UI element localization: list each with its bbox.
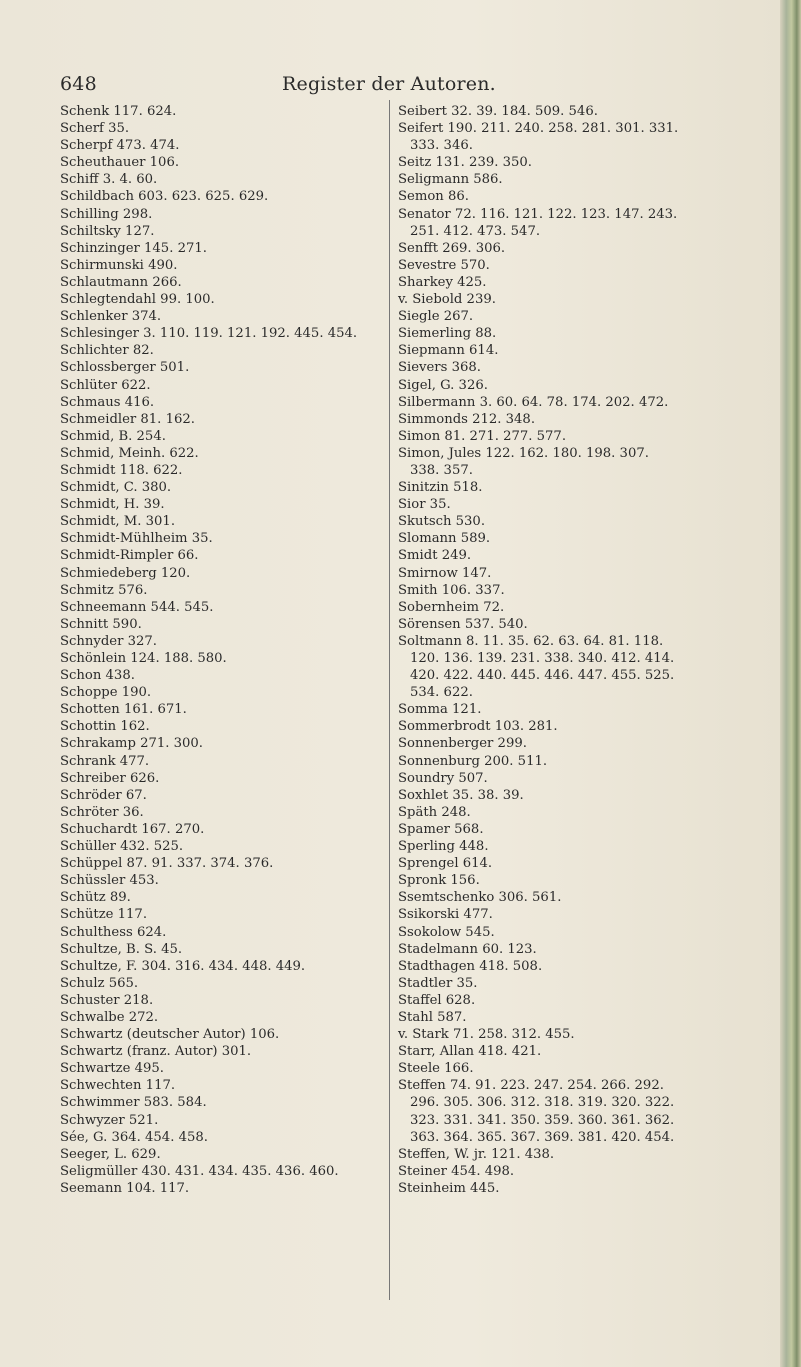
index-entry-line: Schilling 298.	[60, 206, 153, 222]
index-entry-line: Smith 106. 337.	[398, 582, 505, 598]
index-entry-line: Sperling 448.	[398, 839, 489, 855]
index-entry	[60, 599, 390, 616]
index-entry	[60, 633, 390, 650]
index-entry-line: Sommerbrodt 103. 281.	[398, 719, 558, 735]
index-entry-line: Somma 121.	[398, 702, 482, 718]
index-entry-line: Sior 35.	[398, 497, 451, 513]
index-entry	[398, 206, 768, 240]
index-entry	[398, 924, 768, 941]
index-entry-line: Scherf 35.	[60, 121, 130, 137]
index-entry-line: Schmidt 118. 622.	[60, 462, 183, 478]
index-entry	[398, 257, 768, 274]
index-entry-line: Schlüter 622.	[60, 377, 151, 393]
index-entry-line: v. Stark 71. 258. 312. 455.	[398, 1027, 575, 1043]
index-entry	[60, 753, 390, 770]
index-entry	[398, 787, 768, 804]
index-entry	[60, 565, 390, 582]
index-entry-line: Schlossberger 501.	[60, 360, 190, 376]
index-entry	[398, 411, 768, 428]
page-edge	[780, 0, 801, 1367]
index-entry	[398, 154, 768, 171]
index-entry	[398, 804, 768, 821]
index-entry-line: Schiff 3. 4. 60.	[60, 172, 158, 188]
index-entry-line: Schiltsky 127.	[60, 223, 155, 239]
index-entry	[398, 838, 768, 855]
index-entry-line: Seligmann 586.	[398, 172, 503, 188]
index-entry-line: Schottin 162.	[60, 719, 150, 735]
index-entry-line: Slomann 589.	[398, 531, 491, 547]
index-entry	[60, 325, 390, 342]
index-entry-line: Schlenker 374.	[60, 309, 162, 325]
index-entry-line: Schneemann 544. 545.	[60, 599, 214, 615]
index-entry-line: Semon 86.	[398, 189, 469, 205]
index-entry-line: Schrakamp 271. 300.	[60, 736, 203, 752]
index-entry-line: Schreiber 626.	[60, 770, 160, 786]
index-entry	[60, 616, 390, 633]
index-entry	[398, 616, 768, 633]
index-entry	[398, 1163, 768, 1180]
index-entry	[398, 479, 768, 496]
index-entry	[398, 274, 768, 291]
index-entry	[60, 1026, 390, 1043]
index-entry-line: Sörensen 537. 540.	[398, 616, 528, 632]
index-entry-line: Steiner 454. 498.	[398, 1163, 515, 1179]
index-entry-line: Soxhlet 35. 38. 39.	[398, 787, 524, 803]
index-entry	[60, 1060, 390, 1077]
page-number: 648	[60, 73, 97, 95]
index-entry	[398, 342, 768, 359]
index-entry-line: Seemann 104. 117.	[60, 1180, 190, 1196]
index-entry-line: Silbermann 3. 60. 64. 78. 174. 202. 472.	[398, 394, 669, 410]
index-entry-line: Späth 248.	[398, 804, 471, 820]
index-entry-line: Sonnenburg 200. 511.	[398, 753, 548, 769]
index-entry	[398, 718, 768, 735]
index-entry-continuation: 338. 357.	[410, 462, 473, 478]
index-entry-line: Senfft 269. 306.	[398, 240, 506, 256]
index-entry	[398, 992, 768, 1009]
index-entry-line: Schmid, Meinh. 622.	[60, 445, 199, 461]
index-entry-line: Smirnow 147.	[398, 565, 492, 581]
index-entry	[398, 394, 768, 411]
index-entry-line: Sievers 368.	[398, 360, 481, 376]
index-entry-line: Schmidt, M. 301.	[60, 514, 176, 530]
index-entry-line: Schmaus 416.	[60, 394, 155, 410]
index-entry-line: Stadthagen 418. 508.	[398, 958, 543, 974]
index-entry	[60, 667, 390, 684]
index-entry	[60, 735, 390, 752]
index-entry	[60, 359, 390, 376]
index-entry-line: Schwartz (franz. Autor) 301.	[60, 1044, 252, 1060]
index-entry-line: Seifert 190. 211. 240. 258. 281. 301. 331.	[398, 121, 679, 137]
index-entry	[60, 718, 390, 735]
index-entry	[398, 377, 768, 394]
index-entry-line: Schildbach 603. 623. 625. 629.	[60, 189, 269, 205]
index-entry	[60, 992, 390, 1009]
index-entry-line: Schmid, B. 254.	[60, 428, 166, 444]
page-header	[60, 73, 760, 97]
index-entry-line: Schlegtendahl 99. 100.	[60, 292, 215, 308]
index-entry-line: Seitz 131. 239. 350.	[398, 155, 532, 171]
index-entry	[398, 1146, 768, 1163]
index-entry-line: Steinheim 445.	[398, 1180, 500, 1196]
index-entry	[398, 1009, 768, 1026]
index-entry	[60, 787, 390, 804]
index-entry	[398, 1043, 768, 1060]
index-entry-line: Schuster 218.	[60, 992, 154, 1008]
index-entry-line: Schlautmann 266.	[60, 274, 182, 290]
index-entry	[398, 547, 768, 564]
index-entry	[60, 1146, 390, 1163]
index-entry-line: Sharkey 425.	[398, 274, 487, 290]
index-entry	[398, 308, 768, 325]
index-entry	[60, 872, 390, 889]
index-entry-line: Siepmann 614.	[398, 343, 499, 359]
index-entry	[60, 274, 390, 291]
index-entry	[60, 342, 390, 359]
index-entry	[398, 1077, 768, 1145]
index-entry-line: Senator 72. 116. 121. 122. 123. 147. 243.	[398, 206, 678, 222]
index-entry-line: Steffen 74. 91. 223. 247. 254. 266. 292.	[398, 1078, 664, 1094]
index-entry-line: Simon 81. 271. 277. 577.	[398, 428, 567, 444]
index-entry-line: Schmidt, C. 380.	[60, 480, 172, 496]
index-entry	[398, 171, 768, 188]
index-entry	[398, 889, 768, 906]
index-entry-line: Sobernheim 72.	[398, 599, 505, 615]
index-entry-line: Schrank 477.	[60, 753, 150, 769]
index-entry-line: Schüppel 87. 91. 337. 374. 376.	[60, 856, 274, 872]
index-entry-continuation: 333. 346.	[410, 138, 473, 154]
index-entry	[60, 188, 390, 205]
index-entry	[60, 855, 390, 872]
index-entry	[398, 599, 768, 616]
index-entry-line: Schmidt-Mühlheim 35.	[60, 531, 213, 547]
index-entry	[60, 821, 390, 838]
index-entry	[398, 513, 768, 530]
index-entry-line: Spronk 156.	[398, 873, 480, 889]
index-entry-line: Steele 166.	[398, 1061, 474, 1077]
index-entry-line: Ssikorski 477.	[398, 907, 493, 923]
index-entry-continuation: 420. 422. 440. 445. 446. 447. 455. 525.	[410, 668, 675, 684]
index-entry	[60, 804, 390, 821]
index-entry-line: Spamer 568.	[398, 821, 484, 837]
index-entry	[60, 701, 390, 718]
index-entry	[398, 103, 768, 120]
index-entry-line: Ssemtschenko 306. 561.	[398, 890, 562, 906]
index-entry-line: Schüssler 453.	[60, 873, 159, 889]
index-entry-line: Seligmüller 430. 431. 434. 435. 436. 460.	[60, 1163, 339, 1179]
index-entry-line: Stahl 587.	[398, 1009, 467, 1025]
index-entry-line: Schmeidler 81. 162.	[60, 411, 195, 427]
index-entry-line: Smidt 249.	[398, 548, 472, 564]
index-entry	[60, 1043, 390, 1060]
index-entry	[60, 582, 390, 599]
index-entry	[398, 906, 768, 923]
index-entry	[398, 701, 768, 718]
index-entry-line: Schlesinger 3. 110. 119. 121. 192. 445. 454.	[60, 326, 358, 342]
index-entry-line: Schmitz 576.	[60, 582, 148, 598]
index-entry-line: Skutsch 530.	[398, 514, 486, 530]
index-entry-line: Schwalbe 272.	[60, 1009, 159, 1025]
index-entry-line: Schütz 89.	[60, 890, 131, 906]
index-entry-line: Schotten 161. 671.	[60, 702, 187, 718]
index-entry	[398, 120, 768, 154]
index-entry-line: Soltmann 8. 11. 35. 62. 63. 64. 81. 118.	[398, 633, 664, 649]
index-entry	[60, 154, 390, 171]
index-entry	[398, 821, 768, 838]
index-entry	[398, 735, 768, 752]
index-entry-line: Schultze, F. 304. 316. 434. 448. 449.	[60, 958, 306, 974]
index-entry	[398, 445, 768, 479]
index-entry-line: Sigel, G. 326.	[398, 377, 488, 393]
index-entry-line: Schmiedeberg 120.	[60, 565, 191, 581]
index-entry	[60, 958, 390, 975]
index-entry-line: Stadelmann 60. 123.	[398, 941, 537, 957]
index-entry	[60, 394, 390, 411]
index-entry	[398, 428, 768, 445]
index-entry	[398, 240, 768, 257]
index-entry-line: Steffen, W. jr. 121. 438.	[398, 1146, 555, 1162]
index-entry	[398, 565, 768, 582]
index-entry	[60, 377, 390, 394]
index-entry-line: Schlichter 82.	[60, 343, 154, 359]
index-entry-line: Schirmunski 490.	[60, 257, 178, 273]
index-entry-line: Schwimmer 583. 584.	[60, 1095, 207, 1111]
index-entry-line: Siegle 267.	[398, 309, 474, 325]
index-entry	[398, 958, 768, 975]
index-entry-line: Schwyzer 521.	[60, 1112, 159, 1128]
index-entry-line: Soundry 507.	[398, 770, 488, 786]
index-entry-line: Schwechten 117.	[60, 1078, 176, 1094]
index-entry-continuation: 363. 364. 365. 367. 369. 381. 420. 454.	[410, 1129, 675, 1145]
index-entry	[60, 650, 390, 667]
index-entry	[60, 428, 390, 445]
index-entry	[60, 547, 390, 564]
index-entry	[398, 188, 768, 205]
index-entry	[398, 1060, 768, 1077]
index-entry	[60, 120, 390, 137]
index-entry	[60, 445, 390, 462]
index-entry	[60, 206, 390, 223]
index-entry	[398, 496, 768, 513]
index-entry	[60, 308, 390, 325]
index-entry	[60, 171, 390, 188]
index-entry-continuation: 534. 622.	[410, 685, 473, 701]
index-entry	[398, 855, 768, 872]
index-entry-line: Sonnenberger 299.	[398, 736, 527, 752]
index-entry-line: Schinzinger 145. 271.	[60, 240, 207, 256]
index-entry	[60, 411, 390, 428]
index-entry	[60, 257, 390, 274]
index-entry-line: Schulz 565.	[60, 975, 139, 991]
index-entry-line: Schenk 117. 624.	[60, 104, 177, 119]
index-entry	[398, 975, 768, 992]
index-entry	[60, 137, 390, 154]
index-entry-line: Schulthess 624.	[60, 924, 167, 940]
index-entry	[60, 240, 390, 257]
index-entry	[60, 889, 390, 906]
index-entry-line: Sprengel 614.	[398, 856, 493, 872]
index-entry-line: Simmonds 212. 348.	[398, 411, 536, 427]
index-entry	[60, 906, 390, 923]
index-entry	[60, 103, 390, 120]
index-entry	[398, 1026, 768, 1043]
index-entry-continuation: 251. 412. 473. 547.	[410, 223, 541, 239]
index-entry-continuation: 296. 305. 306. 312. 318. 319. 320. 322.	[410, 1095, 675, 1111]
running-title: Register der Autoren.	[282, 73, 496, 95]
index-entry-line: Scheuthauer 106.	[60, 155, 180, 171]
index-entry-line: Starr, Allan 418. 421.	[398, 1044, 542, 1060]
index-entry-line: Seibert 32. 39. 184. 509. 546.	[398, 104, 598, 119]
index-entry	[60, 291, 390, 308]
index-entry-line: Sevestre 570.	[398, 257, 490, 273]
index-entry	[60, 530, 390, 547]
index-entry-line: Schoppe 190.	[60, 685, 152, 701]
index-entry-line: Seeger, L. 629.	[60, 1146, 161, 1162]
index-entry	[60, 1077, 390, 1094]
index-entry	[398, 872, 768, 889]
index-entry-line: Stadtler 35.	[398, 975, 478, 991]
index-entry	[60, 941, 390, 958]
index-entry	[60, 223, 390, 240]
index-entry-line: Ssokolow 545.	[398, 924, 495, 940]
index-entry-line: v. Siebold 239.	[398, 292, 496, 308]
index-entry-line: Schütze 117.	[60, 907, 148, 923]
index-entry	[398, 530, 768, 547]
index-entry-line: Schuchardt 167. 270.	[60, 821, 205, 837]
index-entry-line: Schwartz (deutscher Autor) 106.	[60, 1027, 280, 1043]
index-entry-line: Sée, G. 364. 454. 458.	[60, 1129, 208, 1145]
index-entry-line: Schwartze 495.	[60, 1061, 164, 1077]
index-entry	[60, 513, 390, 530]
index-entry	[60, 924, 390, 941]
index-entry-line: Schultze, B. S. 45.	[60, 941, 183, 957]
index-entry	[60, 975, 390, 992]
index-entry	[398, 770, 768, 787]
index-entry	[60, 684, 390, 701]
index-entry-line: Simon, Jules 122. 162. 180. 198. 307.	[398, 445, 649, 461]
index-entry	[60, 479, 390, 496]
index-entry	[398, 1180, 768, 1197]
index-entry	[398, 325, 768, 342]
index-entry-line: Schnyder 327.	[60, 633, 157, 649]
index-entry-line: Staffel 628.	[398, 992, 476, 1008]
index-entry-continuation: 120. 136. 139. 231. 338. 340. 412. 414.	[410, 651, 675, 666]
index-entry	[398, 582, 768, 599]
index-entry-line: Schröder 67.	[60, 787, 147, 803]
index-entry	[60, 770, 390, 787]
index-entry-continuation: 323. 331. 341. 350. 359. 360. 361. 362.	[410, 1112, 675, 1128]
index-entry	[60, 1094, 390, 1111]
index-entry	[60, 1009, 390, 1026]
column-divider	[389, 100, 390, 1300]
index-entry-line: Schmidt-Rimpler 66.	[60, 548, 199, 564]
index-entry-line: Schon 438.	[60, 668, 135, 684]
index-entry	[398, 753, 768, 770]
index-entry	[60, 1163, 390, 1180]
index-entry	[60, 838, 390, 855]
index-entry-line: Schüller 432. 525.	[60, 839, 184, 855]
index-entry-line: Sinitzin 518.	[398, 480, 483, 496]
index-entry-line: Siemerling 88.	[398, 326, 497, 342]
index-entry	[60, 496, 390, 513]
index-entry	[398, 941, 768, 958]
index-entry	[398, 359, 768, 376]
index-entry	[60, 1112, 390, 1129]
index-entry	[398, 291, 768, 308]
index-entry-line: Schönlein 124. 188. 580.	[60, 651, 227, 666]
index-entry-line: Schröter 36.	[60, 804, 144, 820]
index-entry	[398, 633, 768, 701]
index-entry	[60, 1180, 390, 1197]
index-entry-line: Schnitt 590.	[60, 616, 142, 632]
index-entry-line: Scherpf 473. 474.	[60, 138, 180, 154]
index-entry-line: Schmidt, H. 39.	[60, 497, 165, 513]
left-column	[60, 103, 390, 1197]
right-column	[398, 103, 768, 1197]
index-entry	[60, 1129, 390, 1146]
index-entry	[60, 462, 390, 479]
